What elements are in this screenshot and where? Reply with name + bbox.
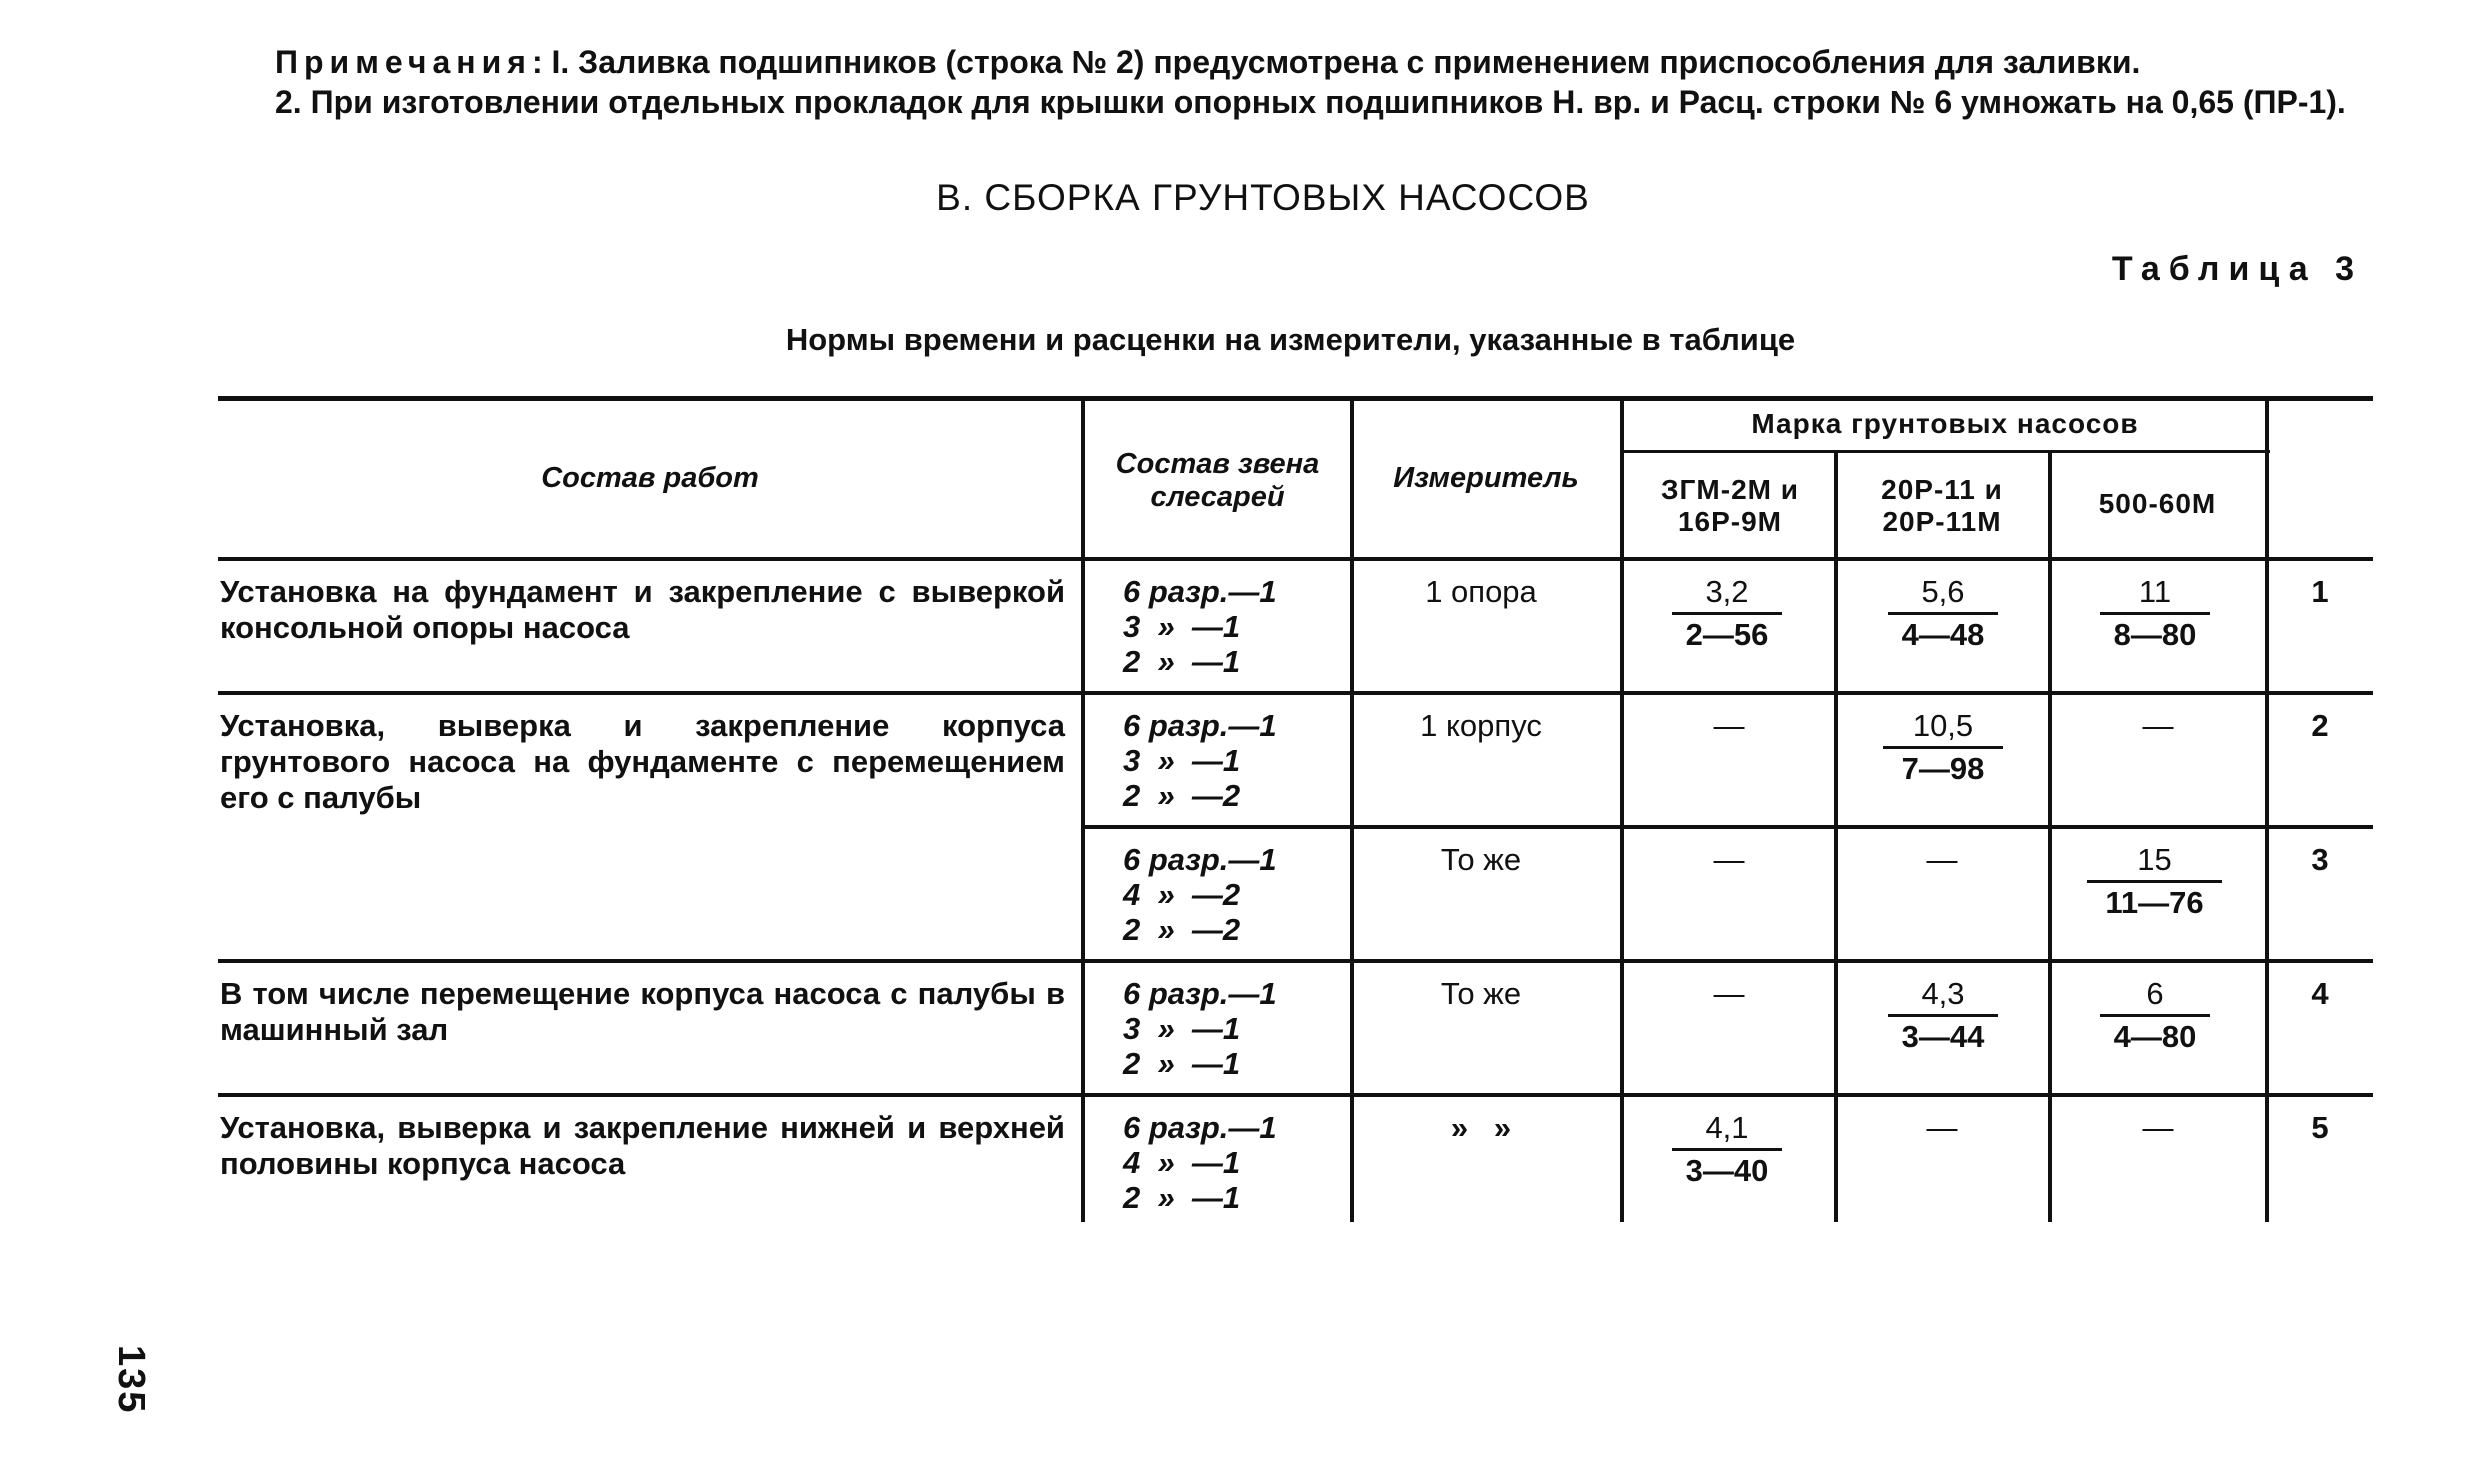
norm-time: 11 [2100,574,2210,615]
header-brand-2: 20Р-11 и 20Р-11М [1881,474,2003,537]
row-2-brand-2-value [1883,708,2003,789]
header-brand-3: 500-60М [2098,488,2217,519]
row-1-work: Установка на фундамент и закрепление с выверкой консольной опоры насоса [220,574,1065,645]
header-brand-group: Марка грунтовых насосов [1751,408,2139,439]
row-2-number: 2 [2311,708,2329,743]
norm-time: 10,5 [1883,708,2003,749]
col-rule-measure [1350,398,1354,1222]
row-2-work: Установка, выверка и закрепление корпуса грунтового насоса на фундаменте с перемещением его с палубы [220,708,1065,815]
row-4-number: 4 [2311,976,2329,1011]
row-4-measure: То же [1440,976,1522,1011]
row-4-crew: 6 разр.—1 3 » —1 2 » —1 [1123,976,1277,1081]
row-4-work: В том числе перемещение корпуса насоса с палубы в машинный зал [220,976,1065,1047]
row-1-crew: 6 разр.—1 3 » —1 2 » —1 [1123,574,1277,679]
norm-time: 6 [2100,976,2210,1017]
row-1-brand-1-value [1672,574,1782,655]
norm-time: 15 [2087,842,2222,883]
col-rule-brand-1 [1620,398,1624,1222]
brand-group-rule [1622,450,2270,453]
norm-time: 5,6 [1888,574,1998,615]
row-5-brand-1-value [1672,1110,1782,1191]
row-5-brand-3-value: — [2142,1110,2174,1145]
section-title: В. СБОРКА ГРУНТОВЫХ НАСОСОВ [936,177,1590,218]
row-1-brand-2-value [1888,574,1998,655]
row-4-brand-3-value [2100,976,2210,1057]
header-measure: Измеритель [1393,462,1579,494]
row-3-brand-3-value [2087,842,2222,923]
rate: 3—40 [1685,1153,1769,1188]
table-label: Таблица 3 [2111,250,2363,288]
row-3-brand-2-value: — [1926,842,1958,877]
note-1-text: : I. Заливка подшипников (строка № 2) предусмотрена с применением приспособления для заливки. [531,44,2141,80]
col-rule-number [2265,398,2269,1222]
rate: 2—56 [1685,617,1769,652]
header-brand-1: ЗГМ-2М и 16Р-9М [1661,474,1799,537]
col-rule-brand-3 [2048,452,2052,1222]
row-2-brand-1-value: — [1713,708,1745,743]
row-3-brand-1-value: — [1713,842,1745,877]
row-2-crew: 6 разр.—1 3 » —1 2 » —2 [1123,708,1277,813]
row-rule-2 [1083,825,2373,829]
row-5-crew: 6 разр.—1 4 » —1 2 » —1 [1123,1110,1277,1215]
norm-time: 3,2 [1672,574,1782,615]
row-3-number: 3 [2311,842,2329,877]
row-5-work: Установка, выверка и закрепление нижней и верхней половины корпуса насоса [220,1110,1065,1181]
row-1-measure: 1 опора [1425,574,1537,609]
header-work: Состав работ [541,462,759,494]
row-5-brand-2-value: — [1926,1110,1958,1145]
row-3-crew: 6 разр.—1 4 » —2 2 » —2 [1123,842,1277,947]
row-2-measure: 1 корпус [1420,708,1542,743]
norm-time: 4,3 [1888,976,1998,1017]
row-4-brand-2-value [1888,976,1998,1057]
table-caption: Нормы времени и расценки на измерители, указанные в таблице [785,322,1796,357]
col-rule-crew [1081,398,1085,1222]
notes-label: Примечания [275,44,532,80]
row-4-brand-1-value: — [1713,976,1745,1011]
note-line-2: 2. При изготовлении отдельных прокладок для крышки опорных подшипников Н. вр. и Расц. строки № 6 умножать на 0,65 (ПР-1). [275,84,2346,120]
rate: 4—80 [2113,1019,2197,1054]
rate: 8—80 [2113,617,2197,652]
col-rule-brand-2 [1834,452,1838,1222]
rate: 7—98 [1901,751,1985,786]
row-3-measure: То же [1440,842,1522,877]
page-number: 135 [110,1345,152,1415]
norm-time: 4,1 [1672,1110,1782,1151]
row-2-brand-3-value: — [2142,708,2174,743]
row-5-measure: » » [1450,1110,1512,1145]
row-5-number: 5 [2311,1110,2329,1145]
rate: 3—44 [1901,1019,1985,1054]
header-crew: Состав звена слесарей [1115,448,1320,513]
row-1-brand-3-value [2100,574,2210,655]
rate: 4—48 [1901,617,1985,652]
row-1-number: 1 [2311,574,2329,609]
rate: 11—76 [2105,885,2204,920]
table-top-rule [218,396,2373,401]
